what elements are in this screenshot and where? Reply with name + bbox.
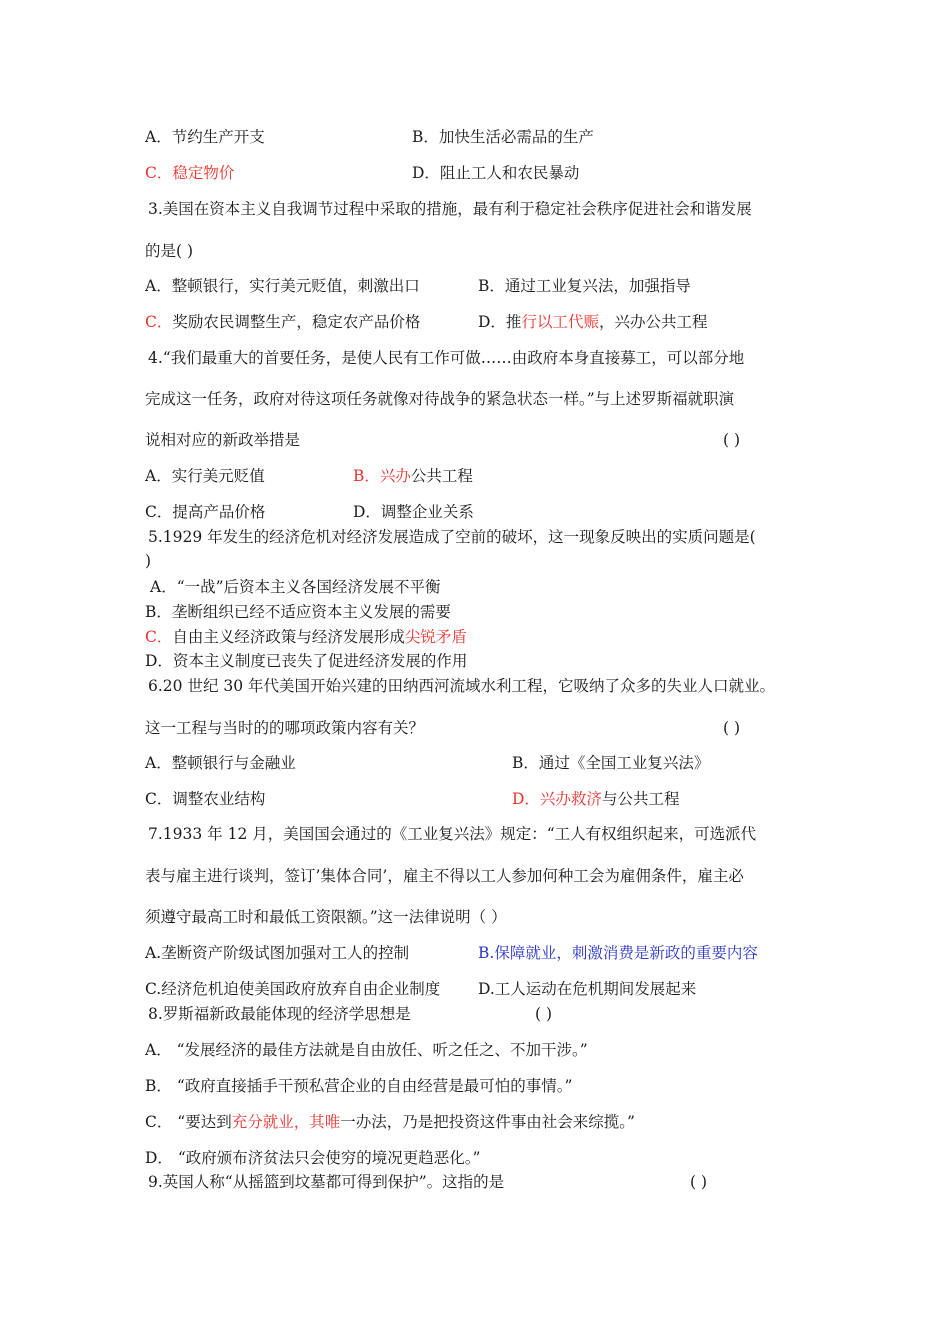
q7-stem-line-1: 7.1933 年 12 月，美国国会通过的《工业复兴法》规定：“工人有权组织起来，可选派代 — [148, 825, 757, 843]
q5-option-c — [145, 627, 467, 647]
q7-stem-line-3: 须遵守最高工时和最低工资限额。”这一法律说明（ ） — [145, 908, 507, 926]
q3-option-c-text: 奖励农民调整生产，稳定农产品价格 — [172, 313, 421, 331]
q4-answer-paren: ( ) — [723, 431, 741, 449]
q8-stem: 8.罗斯福新政最能体现的经济学思想是 — [148, 1005, 411, 1023]
q3-option-d-highlight: 行以工代赈 — [521, 313, 599, 331]
q4-stem-line-3: 说相对应的新政举措是 — [145, 431, 301, 449]
q5-option-d: D．资本主义制度已丧失了促进经济发展的作用 — [145, 652, 468, 670]
q8-answer-paren: ( ) — [535, 1005, 553, 1023]
q4-option-b-highlight: B．兴办 — [353, 467, 411, 485]
q3-option-a: A．整顿银行，实行美元贬值，刺激出口 — [145, 277, 420, 295]
q7-option-c: C.经济危机迫使美国政府放弃自由企业制度 — [145, 980, 441, 998]
q4-option-b-suffix: 公共工程 — [410, 467, 473, 485]
option-c: C．稳定物价 — [145, 164, 235, 182]
q3-option-b: B．通过工业复兴法，加强指导 — [478, 277, 691, 295]
q5-option-c-highlight: 尖锐矛盾 — [404, 628, 467, 646]
q5-option-b: B．垄断组织已经不适应资本主义发展的需要 — [145, 603, 451, 621]
q4-stem-line-2: 完成这一任务，政府对待这项任务就像对待战争的紧急状态一样。”与上述罗斯福就职演 — [145, 390, 735, 408]
q5-stem-line-1: 5.1929 年发生的经济危机对经济发展造成了空前的破坏，这一现象反映出的实质问题是( — [148, 528, 756, 546]
q3-option-d-prefix: D．推 — [478, 313, 522, 331]
q9-answer-paren: ( ) — [690, 1173, 708, 1191]
option-d: D．阻止工人和农民暴动 — [412, 164, 580, 182]
q6-option-c: C．调整农业结构 — [145, 790, 266, 808]
q3-option-c: C．奖励农民调整生产，稳定农产品价格 — [145, 313, 421, 331]
q6-option-d-suffix: 与公共工程 — [601, 790, 680, 808]
q8-option-a: A． “发展经济的最佳方法就是自由放任、听之任之、不加干涉。” — [145, 1041, 588, 1059]
q3-stem-line-1: 3.美国在资本主义自我调节过程中采取的措施，最有利于稳定社会秩序促进社会和谐发展 — [148, 200, 752, 218]
q4-option-a: A．实行美元贬值 — [145, 467, 265, 485]
q8-option-d: D． “政府颁布济贫法只会使穷的境况更趋恶化。” — [145, 1149, 481, 1167]
q6-option-d — [512, 789, 679, 809]
q4-option-b — [353, 466, 473, 486]
q6-stem-line-2: 这一工程与当时的的哪项政策内容有关？ — [145, 719, 425, 737]
q3-option-d — [478, 312, 707, 332]
q6-option-b: B．通过《全国工业复兴法》 — [512, 754, 710, 772]
q4-stem-line-1: 4.“我们最重大的首要任务，是使人民有工作可做……由政府本身直接募工，可以部分地 — [148, 349, 745, 367]
q5-option-c-text: 自由主义经济政策与经济发展形成 — [172, 628, 405, 646]
q6-stem-line-1: 6.20 世纪 30 年代美国开始兴建的田纳西河流域水利工程，它吸纳了众多的失业人口就业。 — [148, 677, 776, 695]
q9-stem: 9.英国人称“从摇篮到坟墓都可得到保护”。这指的是 — [148, 1173, 505, 1191]
q8-option-c-prefix: C． “要达到 — [145, 1113, 232, 1131]
q7-option-a: A.垄断资产阶级试图加强对工人的控制 — [145, 944, 410, 962]
q7-option-b: B.保障就业，刺激消费是新政的重要内容 — [478, 944, 758, 962]
q4-option-c: C．提高产品价格 — [145, 503, 266, 521]
q3-option-d-suffix: ，兴办公共工程 — [598, 313, 708, 331]
q4-option-d: D．调整企业关系 — [353, 503, 474, 521]
q8-option-b: B． “政府直接插手干预私营企业的自由经营是最可怕的事情。” — [145, 1077, 573, 1095]
q8-option-c-highlight: 充分就业，其唯 — [231, 1113, 341, 1131]
q7-stem-line-2: 表与雇主进行谈判，签订’集体合同’，雇主不得以工人参加何种工会为雇佣条件，雇主必 — [145, 867, 744, 885]
q5-option-a: A．“一战”后资本主义各国经济发展不平衡 — [150, 578, 441, 596]
q5-option-c-letter: C． — [145, 628, 173, 646]
q7-option-d: D.工人运动在危机期间发展起来 — [478, 980, 697, 998]
q8-option-c — [145, 1112, 635, 1132]
option-b: B．加快生活必需品的生产 — [412, 128, 594, 146]
q3-stem-line-2: 的是( ) — [145, 242, 194, 260]
option-a: A．节约生产开支 — [145, 128, 265, 146]
q6-option-d-highlight: D．兴办救济 — [512, 790, 602, 808]
q5-stem-line-2: ) — [145, 552, 152, 570]
q8-option-c-suffix: 一办法，乃是把投资这件事由社会来综揽。” — [340, 1113, 635, 1131]
q6-option-a: A．整顿银行与金融业 — [145, 754, 296, 772]
q6-answer-paren: ( ) — [723, 719, 741, 737]
